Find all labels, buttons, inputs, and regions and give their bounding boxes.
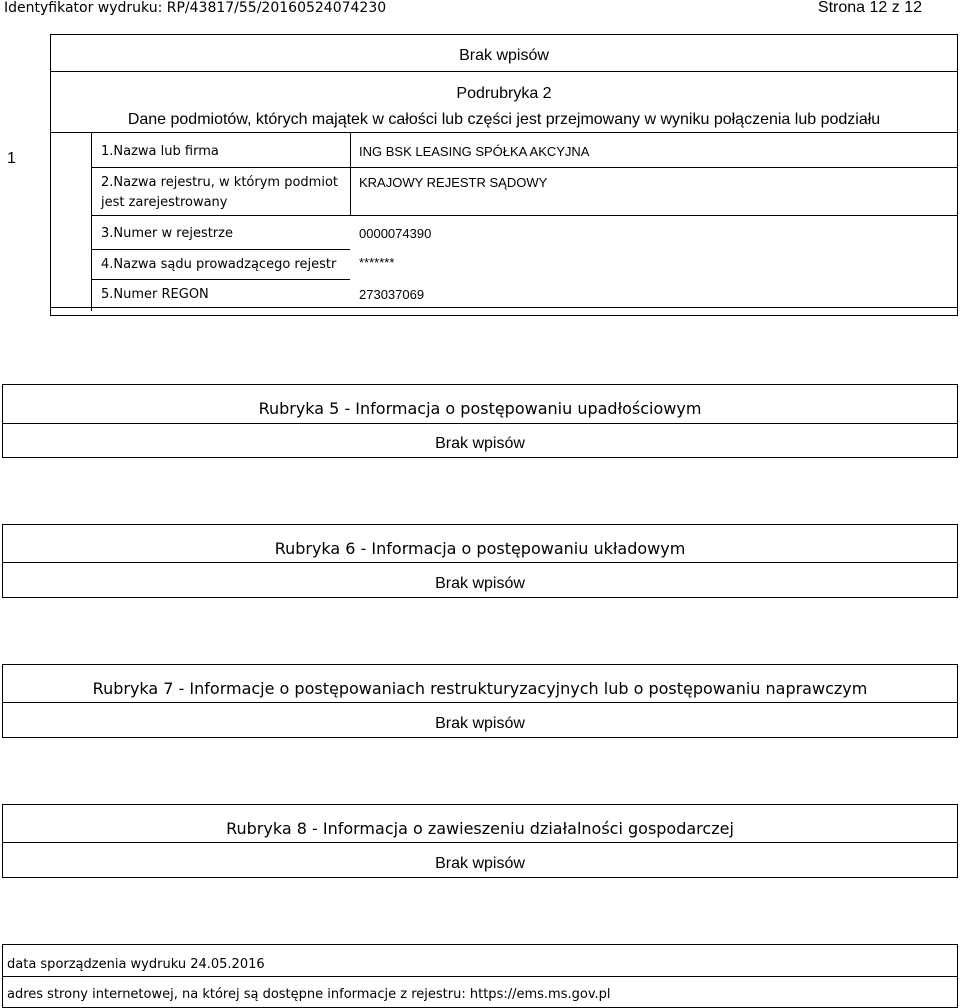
section-title: Rubryka 7 - Informacje o postępowaniach restrukturyzacyjnych lub o postępowaniu naprawczym (92, 679, 868, 698)
divider (51, 132, 957, 133)
field-value-register-number: 0000074390 (359, 226, 432, 241)
row-divider (91, 279, 350, 280)
field-value-name: ING BSK LEASING SPÓŁKA AKCYJNA (359, 144, 590, 159)
field-label-name: 1.Nazwa lub firma (101, 144, 219, 159)
subsection-empty-text: Brak wpisów (459, 47, 549, 64)
section-rubryka-8 (2, 804, 958, 878)
section-title: Rubryka 6 - Informacja o postępowaniu układowym (274, 539, 686, 558)
section-title: Rubryka 5 - Informacja o postępowaniu upadłościowym (258, 399, 702, 418)
column-divider (350, 133, 351, 215)
register-url: adres strony internetowej, na której są dostępne informacje z rejestru: https://ems.ms.gov.pl (7, 987, 611, 1002)
section-rubryka-5 (2, 384, 958, 458)
field-value-register: KRAJOWY REJESTR SĄDOWY (359, 175, 548, 190)
section-rubryka-6 (2, 524, 958, 598)
divider (51, 307, 957, 308)
section-empty-text: Brak wpisów (435, 715, 525, 732)
field-label-register-number: 3.Numer w rejestrze (101, 226, 233, 241)
divider (3, 842, 957, 843)
column-divider (91, 133, 92, 311)
page-number: Strona 12 z 12 (817, 0, 922, 16)
field-label-court: 4.Nazwa sądu prowadzącego rejestr (101, 257, 337, 272)
print-date: data sporządzenia wydruku 24.05.2016 (7, 957, 265, 972)
field-label-register-line2: jest zarejestrowany (101, 195, 228, 210)
section-empty-text: Brak wpisów (435, 855, 525, 872)
section-empty-text: Brak wpisów (435, 435, 525, 452)
subsection-title: Podrubryka 2 (456, 85, 552, 102)
section-empty-text: Brak wpisów (435, 575, 525, 592)
divider (3, 562, 957, 563)
row-number: 1 (7, 150, 16, 167)
subsection-2-box (7, 34, 958, 316)
divider (3, 702, 957, 703)
divider (51, 71, 957, 72)
field-label-regon: 5.Numer REGON (101, 287, 209, 302)
footer-box (2, 944, 958, 1008)
field-label-register-line1: 2.Nazwa rejestru, w którym podmiot (101, 175, 338, 190)
field-value-court: ******* (359, 255, 395, 270)
divider (3, 423, 957, 424)
row-divider (91, 167, 957, 168)
row-divider (91, 249, 350, 250)
field-value-regon: 273037069 (359, 287, 425, 302)
section-title: Rubryka 8 - Informacja o zawieszeniu działalności gospodarczej (226, 819, 734, 838)
subsection-description: Dane podmiotów, których majątek w całości lub części jest przejmowany w wyniku połączenia lub podziału (127, 111, 881, 128)
print-identifier: Identyfikator wydruku: RP/43817/55/20160524074230 (4, 0, 387, 16)
row-divider (91, 215, 957, 216)
divider (3, 976, 957, 977)
section-rubryka-7 (2, 664, 958, 738)
